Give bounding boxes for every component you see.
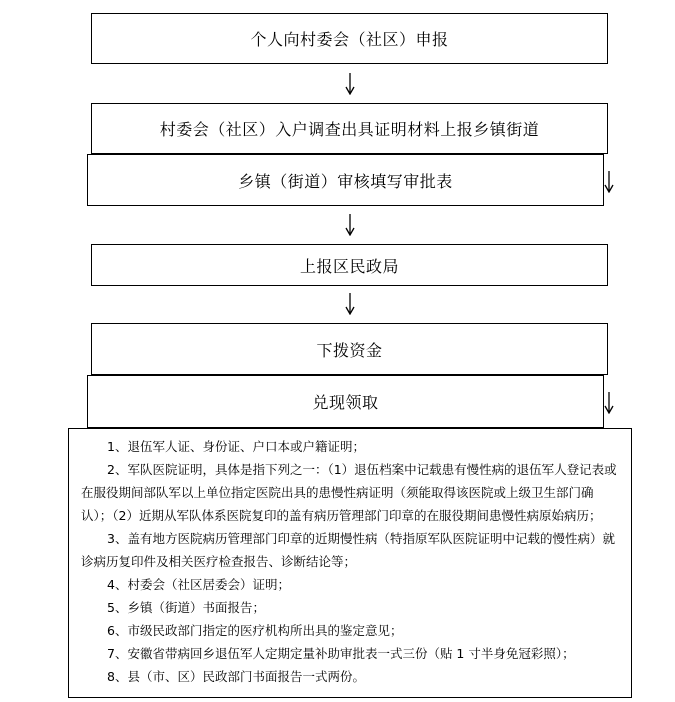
requirement-item: 7、安徽省带病回乡退伍军人定期定量补助审批表一式三份（贴 1 寸半身免冠彩照）； bbox=[107, 646, 575, 661]
requirement-item: 2、军队医院证明，具体是指下列之一：（1）退伍档案中记载患有慢性病的退伍军人登记表或在服役期间部队军以上单位指定医院出具的患慢性病证明（须能取得该医院或上级卫生部门确认）；（2）近期从军队体系医院复印的盖有病历管理部门印章的在服役期间患慢性病原始病历； bbox=[81, 462, 617, 523]
step-village-survey bbox=[91, 103, 608, 154]
requirement-item: 8、县（市、区）民政部门书面报告一式两份。 bbox=[107, 669, 365, 684]
requirement-item: 1、退伍军人证、身份证、户口本或户籍证明； bbox=[107, 439, 365, 454]
arrow-down-icon bbox=[345, 73, 355, 95]
step-label: 乡镇（街道）审核填写审批表 bbox=[238, 171, 453, 191]
step-declare bbox=[91, 13, 608, 64]
step-report-district bbox=[91, 244, 608, 286]
requirement-item: 6、市级民政部门指定的医疗机构所出具的鉴定意见； bbox=[107, 623, 403, 638]
requirement-item: 5、乡镇（街道）书面报告； bbox=[107, 600, 265, 615]
arrow-down-icon bbox=[604, 171, 614, 193]
step-receive bbox=[87, 375, 604, 428]
step-allocate-funds bbox=[91, 323, 608, 375]
step-township-review bbox=[87, 154, 604, 206]
step-label: 下拨资金 bbox=[316, 340, 383, 360]
arrow-down-icon bbox=[345, 214, 355, 236]
requirement-item: 4、村委会（社区居委会）证明； bbox=[107, 577, 290, 592]
arrow-down-icon bbox=[345, 293, 355, 315]
arrow-down-icon bbox=[604, 392, 614, 414]
step-label: 村委会（社区）入户调查出具证明材料上报乡镇街道 bbox=[159, 120, 540, 139]
step-label: 个人向村委会（社区）申报 bbox=[250, 30, 449, 49]
step-label: 兑现领取 bbox=[312, 393, 379, 412]
step-label: 上报区民政局 bbox=[299, 256, 399, 276]
requirement-item: 3、盖有地方医院病历管理部门印章的近期慢性病（特指原军队医院证明中记载的慢性病）就诊病历复印件及相关医疗检查报告、诊断结论等； bbox=[81, 531, 615, 569]
required-materials bbox=[68, 428, 632, 698]
